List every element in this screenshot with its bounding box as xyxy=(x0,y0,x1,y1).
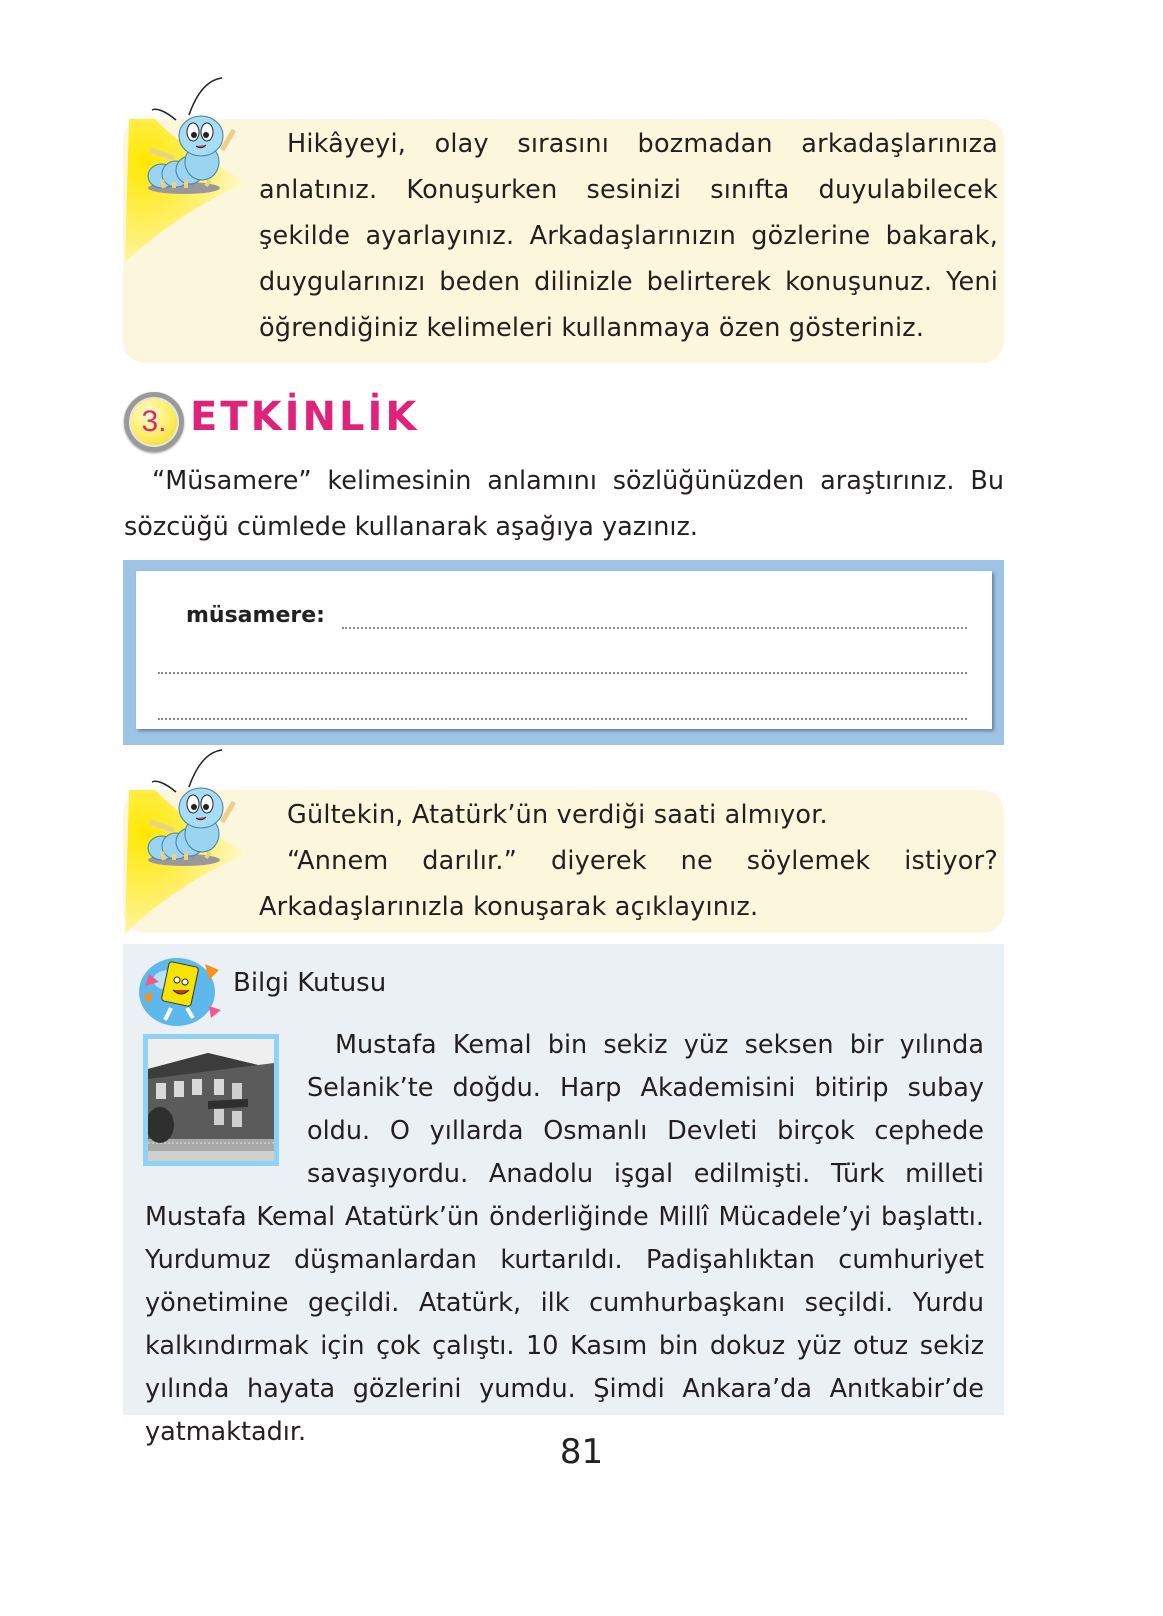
activity-title: ETKİNLİK xyxy=(190,394,420,440)
answer-line-3[interactable] xyxy=(158,718,967,720)
answer-line-1[interactable] xyxy=(342,627,967,629)
info-box-title: Bilgi Kutusu xyxy=(233,968,387,998)
callout-text xyxy=(259,792,998,930)
discussion-callout xyxy=(123,790,1004,933)
info-box-text xyxy=(145,1024,984,1454)
page-number: 81 xyxy=(559,1432,604,1472)
callout-line-2: “Annem darılır.” diyerek ne söylemek istiyor? Arkadaşlarınızla konuşarak açıklayınız. xyxy=(259,846,998,922)
answer-label: müsamere: xyxy=(186,603,325,628)
activity-instruction-text: “Müsamere” kelimesinin anlamını sözlüğünüzden araştırınız. Bu sözcüğü cümlede kullanarak aşağıya yazınız. xyxy=(124,466,1004,542)
callout-line-1: Gültekin, Atatürk’ün verdiği saati almıyor. xyxy=(287,800,828,830)
answer-writing-box xyxy=(123,560,1004,745)
activity-number-badge xyxy=(124,392,184,452)
caterpillar-mascot-icon xyxy=(134,70,244,200)
answer-panel xyxy=(136,571,992,729)
book-mascot-icon xyxy=(135,952,225,1028)
caterpillar-mascot-icon xyxy=(134,742,244,872)
answer-line-2[interactable] xyxy=(158,672,967,674)
activity-number: 3. xyxy=(141,405,167,438)
activity-instruction xyxy=(124,458,1004,550)
info-paragraph: Mustafa Kemal bin sekiz yüz seksen bir yılında Selanik’te doğdu. Harp Akademisini bitirip subay oldu. O yıllarda Osmanlı Devleti birçok cephede savaşıyordu. Anadolu işgal edilmişti. Türk milleti Mustafa Kemal Atatürk’ün önderliğinde Millî Mücadele’yi başlattı. Yurdumuz düşmanlardan kurtarıldı. Padişahlıktan cumhuriyet yönetimine geçildi. Atatürk, ilk cumhurbaşkanı seçildi. Yurdu kalkındırmak için çok çalıştı. 10 Kasım bin dokuz yüz otuz sekiz yılında hayata gözlerini yumdu. Şimdi Ankara’da Anıtkabir’de yatmaktadır. xyxy=(145,1030,984,1447)
speaking-instruction-callout xyxy=(123,119,1004,363)
callout-text xyxy=(259,121,998,351)
callout-paragraph: Hikâyeyi, olay sırasını bozmadan arkadaşlarınıza anlatınız. Konuşurken sesinizi sınıfta duyulabilecek şekilde ayarlayınız. Arkadaşlarınızın gözlerine bakarak, duygularınızı beden dilinizle belirterek konuşunuz. Yeni öğrendiğiniz kelimeleri kullanmaya özen gösteriniz. xyxy=(259,129,998,343)
info-box xyxy=(123,944,1004,1447)
